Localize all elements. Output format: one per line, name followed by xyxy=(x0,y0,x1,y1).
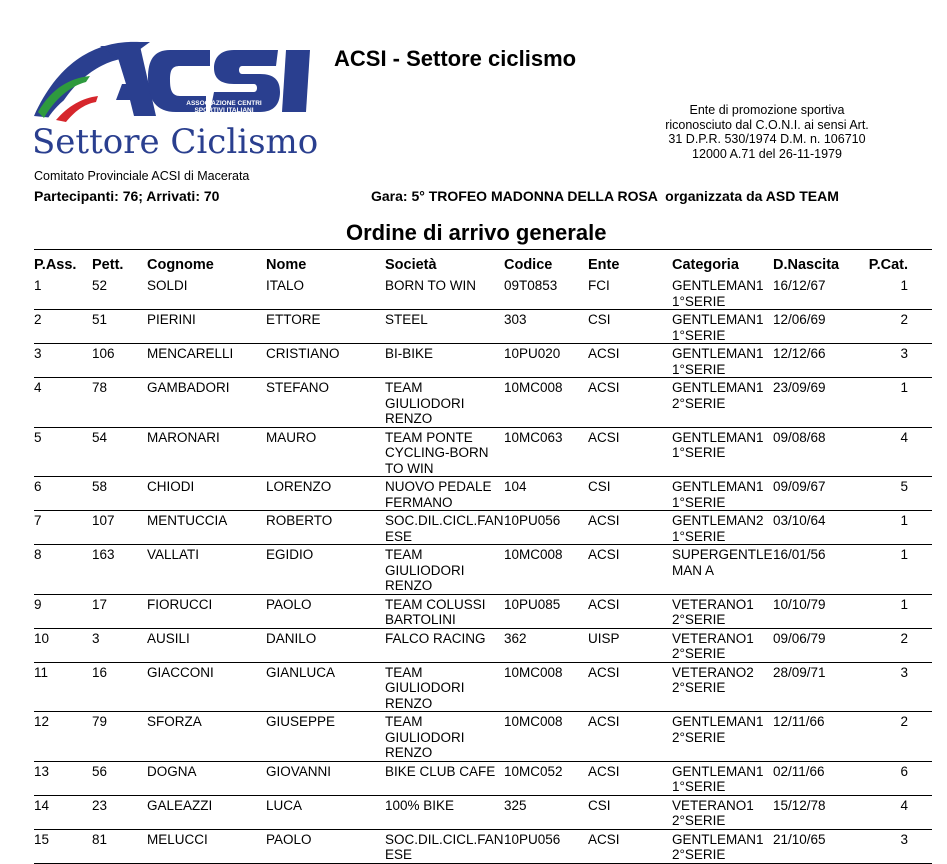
col-pos-header: P.Ass. xyxy=(34,257,77,273)
col-pcat-cell: 3 xyxy=(900,831,908,847)
col-codice-cell: 10MC008 xyxy=(504,714,563,729)
col-pos-cell: 10 xyxy=(34,630,50,646)
results-table xyxy=(34,257,932,864)
col-ente-cell: CSI xyxy=(588,797,611,813)
logo-association-text: ASSOCIAZIONE CENTRI SPORTIVI ITALIANI xyxy=(186,100,262,114)
col-pett-cell: 106 xyxy=(92,346,115,361)
col-categoria-cell: GENTLEMAN2 1°SERIE xyxy=(672,513,764,544)
col-pcat-cell: 2 xyxy=(900,714,908,729)
ente-line: Ente di promozione sportiva xyxy=(689,103,845,117)
col-nome-cell: ITALO xyxy=(266,278,305,293)
col-nome-cell: STEFANO xyxy=(266,380,330,395)
col-codice-cell: 10MC063 xyxy=(504,429,563,445)
col-codice-cell: 10PU020 xyxy=(504,346,561,361)
col-codice-cell: 09T0853 xyxy=(504,278,558,293)
col-codice-cell: 10MC052 xyxy=(504,763,563,779)
col-nascita-header: D.Nascita xyxy=(773,257,840,273)
col-ente-cell: ACSI xyxy=(588,664,620,680)
col-nome-header: Nome xyxy=(266,257,307,273)
gara-title: Gara: 5° TROFEO MADONNA DELLA ROSA organizzata da ASD TEAM xyxy=(371,188,839,204)
col-codice-cell: 303 xyxy=(504,312,527,327)
col-categoria-cell: GENTLEMAN1 1°SERIE xyxy=(672,429,764,460)
page-title: ACSI - Settore ciclismo xyxy=(334,46,577,71)
col-pett-cell: 163 xyxy=(92,547,115,562)
section-title: Ordine di arrivo generale xyxy=(346,220,607,245)
col-pcat-cell: 1 xyxy=(900,596,908,612)
col-nascita-cell: 15/12/78 xyxy=(773,797,826,813)
col-codice-cell: 10PU085 xyxy=(504,596,561,612)
col-pett-cell: 78 xyxy=(92,380,108,395)
col-pos-cell: 5 xyxy=(34,429,42,445)
col-codice-cell: 362 xyxy=(504,630,527,646)
col-ente-cell: ACSI xyxy=(588,831,620,847)
table-row xyxy=(34,795,932,829)
col-cognome-cell: PIERINI xyxy=(147,312,196,327)
col-pcat-cell: 1 xyxy=(900,547,908,562)
col-categoria-cell: GENTLEMAN1 2°SERIE xyxy=(672,831,764,862)
col-pcat-cell: 4 xyxy=(900,429,908,445)
col-ente-cell: ACSI xyxy=(588,346,620,361)
col-pett-cell: 3 xyxy=(92,630,100,646)
table-row xyxy=(34,511,932,545)
col-pett-cell: 107 xyxy=(92,513,115,528)
col-pett-header: Pett. xyxy=(92,257,124,273)
col-ente-cell: ACSI xyxy=(588,763,620,779)
col-pett-cell: 17 xyxy=(92,596,108,612)
col-cognome-cell: DOGNA xyxy=(147,763,197,779)
col-pcat-cell: 1 xyxy=(900,278,908,293)
col-pcat-cell: 3 xyxy=(900,346,908,361)
col-cognome-header: Cognome xyxy=(147,257,214,273)
col-societa-cell: BIKE CLUB CAFE xyxy=(385,763,496,779)
table-row xyxy=(34,344,932,378)
col-societa-cell: TEAM GIULIODORI RENZO xyxy=(385,547,465,593)
col-pett-cell: 79 xyxy=(92,714,108,729)
col-pett-cell: 23 xyxy=(92,797,108,813)
col-ente-cell: ACSI xyxy=(588,596,620,612)
col-codice-cell: 325 xyxy=(504,797,527,813)
col-societa-cell: BORN TO WIN xyxy=(385,278,477,293)
col-societa-cell: FALCO RACING xyxy=(385,630,486,646)
col-nascita-cell: 16/12/67 xyxy=(773,278,826,293)
col-pcat-cell: 2 xyxy=(900,312,908,327)
col-nome-cell: PAOLO xyxy=(266,596,312,612)
table-header-row xyxy=(34,257,932,276)
table-row xyxy=(34,594,932,628)
col-nascita-cell: 21/10/65 xyxy=(773,831,826,847)
col-ente-cell: ACSI xyxy=(588,380,620,395)
col-pos-cell: 12 xyxy=(34,714,50,729)
col-nome-cell: LORENZO xyxy=(266,479,332,494)
table-row xyxy=(34,310,932,344)
col-societa-header: Società xyxy=(385,257,437,273)
table-row xyxy=(34,662,932,712)
col-nascita-cell: 03/10/64 xyxy=(773,513,826,528)
col-pos-cell: 14 xyxy=(34,797,50,813)
col-ente-cell: UISP xyxy=(588,630,620,646)
col-cognome-cell: MENTUCCIA xyxy=(147,513,228,528)
partecipanti-summary: Partecipanti: 76; Arrivati: 70 xyxy=(34,188,220,204)
col-pcat-cell: 3 xyxy=(900,664,908,680)
table-row xyxy=(34,427,932,477)
col-categoria-cell: SUPERGENTLEMAN A xyxy=(672,547,773,578)
col-ente-cell: ACSI xyxy=(588,429,620,445)
col-ente-cell: CSI xyxy=(588,479,611,494)
col-categoria-cell: GENTLEMAN1 1°SERIE xyxy=(672,479,764,510)
col-pcat-cell: 5 xyxy=(900,479,908,494)
col-pos-cell: 11 xyxy=(34,664,49,680)
col-pett-cell: 16 xyxy=(92,664,108,680)
col-categoria-cell: GENTLEMAN1 2°SERIE xyxy=(672,714,764,745)
col-pett-cell: 52 xyxy=(92,278,108,293)
col-nascita-cell: 28/09/71 xyxy=(773,664,826,680)
col-nascita-cell: 10/10/79 xyxy=(773,596,826,612)
col-pos-cell: 7 xyxy=(34,513,42,528)
table-row xyxy=(34,477,932,511)
col-societa-cell: STEEL xyxy=(385,312,428,327)
col-categoria-cell: VETERANO1 2°SERIE xyxy=(672,797,754,828)
acsi-logo xyxy=(30,38,322,162)
col-categoria-cell: GENTLEMAN1 1°SERIE xyxy=(672,312,764,343)
col-nascita-cell: 12/11/66 xyxy=(773,714,825,729)
col-nascita-cell: 09/08/68 xyxy=(773,429,826,445)
col-categoria-cell: GENTLEMAN1 1°SERIE xyxy=(672,278,764,309)
col-societa-cell: TEAM COLUSSI BARTOLINI xyxy=(385,596,486,627)
col-cognome-cell: GIACCONI xyxy=(147,664,214,680)
ente-line: 12000 A.71 del 26-11-1979 xyxy=(692,146,842,161)
col-cognome-cell: GALEAZZI xyxy=(147,797,213,813)
col-categoria-cell: VETERANO1 2°SERIE xyxy=(672,630,754,661)
col-ente-cell: CSI xyxy=(588,312,611,327)
table-row xyxy=(34,761,932,795)
col-ente-cell: ACSI xyxy=(588,513,620,528)
ente-line: 31 D.P.R. 530/1974 D.M. n. 106710 xyxy=(668,132,866,146)
col-pcat-cell: 1 xyxy=(900,380,908,395)
col-nascita-cell: 02/11/66 xyxy=(773,763,825,779)
col-nome-cell: DANILO xyxy=(266,630,317,646)
col-codice-cell: 10MC008 xyxy=(504,664,563,680)
col-categoria-cell: VETERANO2 2°SERIE xyxy=(672,664,754,695)
col-ente-cell: FCI xyxy=(588,278,610,293)
col-pos-cell: 13 xyxy=(34,763,50,779)
table-row xyxy=(34,712,932,762)
col-nome-cell: EGIDIO xyxy=(266,547,314,562)
col-nome-cell: CRISTIANO xyxy=(266,346,340,361)
col-ente-cell: ACSI xyxy=(588,714,620,729)
col-cognome-cell: MARONARI xyxy=(147,429,220,445)
divider xyxy=(34,249,932,250)
table-row xyxy=(34,628,932,662)
col-societa-cell: TEAM GIULIODORI RENZO xyxy=(385,380,465,426)
logo-subtitle: Settore Ciclismo xyxy=(32,122,319,162)
col-nascita-cell: 12/06/69 xyxy=(773,312,826,327)
col-pcat-header: P.Cat. xyxy=(868,257,908,273)
comitato-label: Comitato Provinciale ACSI di Macerata xyxy=(34,169,250,183)
col-pos-cell: 8 xyxy=(34,547,42,562)
col-nascita-cell: 23/09/69 xyxy=(773,380,826,395)
col-codice-cell: 10MC008 xyxy=(504,380,563,395)
col-ente-cell: ACSI xyxy=(588,547,620,562)
table-row xyxy=(34,378,932,428)
col-pcat-cell: 6 xyxy=(900,763,908,779)
col-nome-cell: GIANLUCA xyxy=(266,664,336,680)
ente-description xyxy=(640,103,894,161)
table-row xyxy=(34,545,932,595)
col-categoria-cell: VETERANO1 2°SERIE xyxy=(672,596,754,627)
col-codice-cell: 10PU056 xyxy=(504,831,561,847)
col-nascita-cell: 12/12/66 xyxy=(773,346,826,361)
col-pett-cell: 58 xyxy=(92,479,108,494)
col-pos-cell: 15 xyxy=(34,831,50,847)
col-societa-cell: BI-BIKE xyxy=(385,346,434,361)
col-pett-cell: 56 xyxy=(92,763,108,779)
col-cognome-cell: MELUCCI xyxy=(147,831,208,847)
col-nascita-cell: 09/06/79 xyxy=(773,630,826,646)
col-societa-cell: TEAM GIULIODORI RENZO xyxy=(385,714,465,760)
col-societa-cell: 100% BIKE xyxy=(385,797,455,813)
col-cognome-cell: AUSILI xyxy=(147,630,190,646)
col-cognome-cell: GAMBADORI xyxy=(147,380,230,395)
col-societa-cell: TEAM PONTE CYCLING-BORN TO WIN xyxy=(385,429,489,476)
col-pett-cell: 51 xyxy=(92,312,108,327)
col-nome-cell: MAURO xyxy=(266,429,317,445)
col-societa-cell: SOC.DIL.CICL.FANESE xyxy=(385,831,504,862)
col-cognome-cell: FIORUCCI xyxy=(147,596,213,612)
acsi-logo-mark xyxy=(30,38,322,128)
col-pos-cell: 1 xyxy=(34,278,42,293)
col-pett-cell: 81 xyxy=(92,831,108,847)
col-cognome-cell: SFORZA xyxy=(147,714,202,729)
col-nome-cell: ROBERTO xyxy=(266,513,333,528)
col-cognome-cell: VALLATI xyxy=(147,547,200,562)
col-pos-cell: 6 xyxy=(34,479,42,494)
col-pos-cell: 2 xyxy=(34,312,42,327)
col-pos-cell: 9 xyxy=(34,596,42,612)
col-ente-header: Ente xyxy=(588,257,620,273)
table-row xyxy=(34,276,932,310)
col-nome-cell: PAOLO xyxy=(266,831,312,847)
col-categoria-cell: GENTLEMAN1 1°SERIE xyxy=(672,763,764,794)
col-codice-header: Codice xyxy=(504,257,553,273)
col-pett-cell: 54 xyxy=(92,429,108,445)
col-pcat-cell: 2 xyxy=(900,630,908,646)
col-societa-cell: TEAM GIULIODORI RENZO xyxy=(385,664,465,711)
col-nome-cell: LUCA xyxy=(266,797,303,813)
col-categoria-cell: GENTLEMAN1 2°SERIE xyxy=(672,380,764,411)
col-nascita-cell: 16/01/56 xyxy=(773,547,826,562)
col-categoria-header: Categoria xyxy=(672,257,739,273)
col-nome-cell: ETTORE xyxy=(266,312,321,327)
col-pos-cell: 3 xyxy=(34,346,42,361)
col-cognome-cell: SOLDI xyxy=(147,278,188,293)
col-codice-cell: 10PU056 xyxy=(504,513,561,528)
col-categoria-cell: GENTLEMAN1 1°SERIE xyxy=(672,346,764,377)
ente-line: riconosciuto dal C.O.N.I. ai sensi Art. xyxy=(665,117,869,132)
col-societa-cell: SOC.DIL.CICL.FANESE xyxy=(385,513,504,544)
col-pcat-cell: 1 xyxy=(900,513,908,528)
col-pcat-cell: 4 xyxy=(900,797,908,813)
col-nome-cell: GIOVANNI xyxy=(266,763,332,779)
col-pos-cell: 4 xyxy=(34,380,42,395)
col-nascita-cell: 09/09/67 xyxy=(773,479,826,494)
col-codice-cell: 10MC008 xyxy=(504,547,563,562)
col-cognome-cell: CHIODI xyxy=(147,479,195,494)
col-societa-cell: NUOVO PEDALE FERMANO xyxy=(385,479,492,510)
col-nome-cell: GIUSEPPE xyxy=(266,714,336,729)
col-codice-cell: 104 xyxy=(504,479,527,494)
table-row xyxy=(34,829,932,863)
col-cognome-cell: MENCARELLI xyxy=(147,346,234,361)
